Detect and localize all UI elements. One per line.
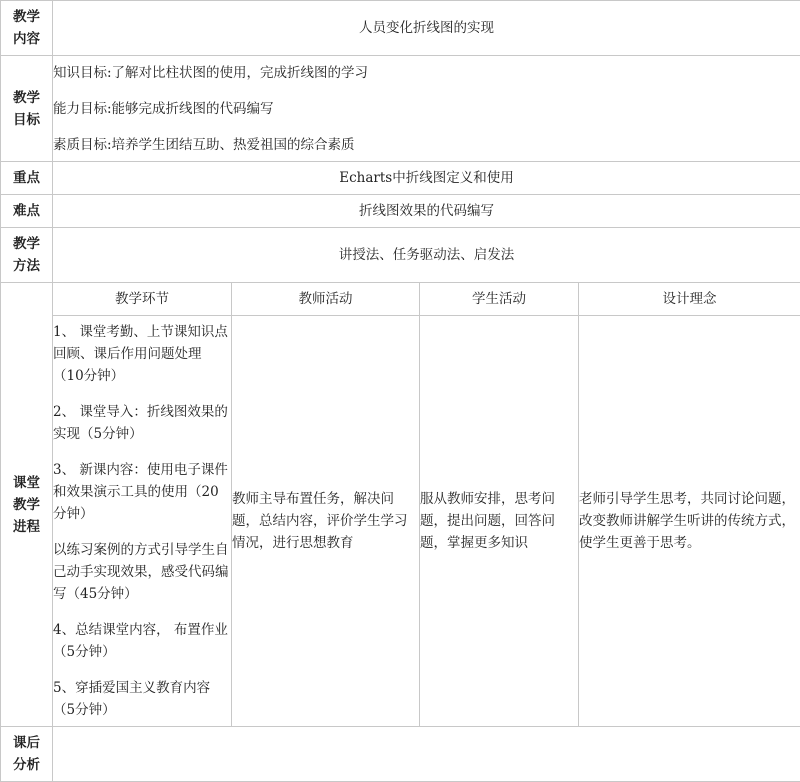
header-design-concept: 设计理念	[579, 283, 800, 316]
student-activity-cell: 服从教师安排，思考问题，提出问题，回答问题，掌握更多知识	[420, 316, 579, 727]
teacher-activity-cell: 教师主导布置任务，解决问题，总结内容，评价学生学习情况，进行思想教育	[232, 316, 420, 727]
objective-ability: 能力目标:能够完成折线图的代码编写	[53, 98, 800, 120]
row-content	[1, 1, 800, 56]
row-process-body	[1, 316, 800, 727]
teaching-steps-cell	[53, 316, 232, 727]
methods-value: 讲授法、任务驱动法、启发法	[53, 228, 800, 283]
step-5: 5、穿插爱国主义教育内容（5分钟）	[53, 677, 231, 721]
label-reflection: 课后分析	[1, 727, 53, 782]
objective-knowledge: 知识目标:了解对比柱状图的使用，完成折线图的学习	[53, 62, 800, 84]
label-difficulty: 难点	[1, 195, 53, 228]
row-methods	[1, 228, 800, 283]
row-reflection	[1, 727, 800, 782]
step-2: 2、 课堂导入：折线图效果的实现（5分钟）	[53, 401, 231, 445]
row-key-point	[1, 162, 800, 195]
content-value: 人员变化折线图的实现	[53, 1, 800, 56]
objectives-cell	[53, 56, 800, 162]
label-process: 课堂教学进程	[1, 283, 53, 727]
objective-quality: 素质目标:培养学生团结互助、热爱祖国的综合素质	[53, 134, 800, 156]
step-4: 4、总结课堂内容， 布置作业（5分钟）	[53, 619, 231, 663]
difficulty-value: 折线图效果的代码编写	[53, 195, 800, 228]
key-point-value: Echarts中折线图定义和使用	[53, 162, 800, 195]
design-concept-cell: 老师引导学生思考，共同讨论问题，改变教师讲解学生听讲的传统方式，使学生更善于思考。	[579, 316, 800, 727]
label-key-point: 重点	[1, 162, 53, 195]
row-objectives	[1, 56, 800, 162]
label-methods: 教学方法	[1, 228, 53, 283]
label-objectives: 教学目标	[1, 56, 53, 162]
header-teaching-step: 教学环节	[53, 283, 232, 316]
row-difficulty	[1, 195, 800, 228]
reflection-value[interactable]	[53, 727, 800, 782]
row-process-headers	[1, 283, 800, 316]
label-content: 教学内容	[1, 1, 53, 56]
step-3: 3、 新课内容：使用电子课件和效果演示工具的使用（20分钟）	[53, 459, 231, 525]
header-student-activity: 学生活动	[420, 283, 579, 316]
header-teacher-activity: 教师活动	[232, 283, 420, 316]
step-1: 1、 课堂考勤、上节课知识点回顾、课后作用问题处理（10分钟）	[53, 321, 231, 387]
step-practice: 以练习案例的方式引导学生自己动手实现效果，感受代码编写（45分钟）	[53, 539, 231, 605]
